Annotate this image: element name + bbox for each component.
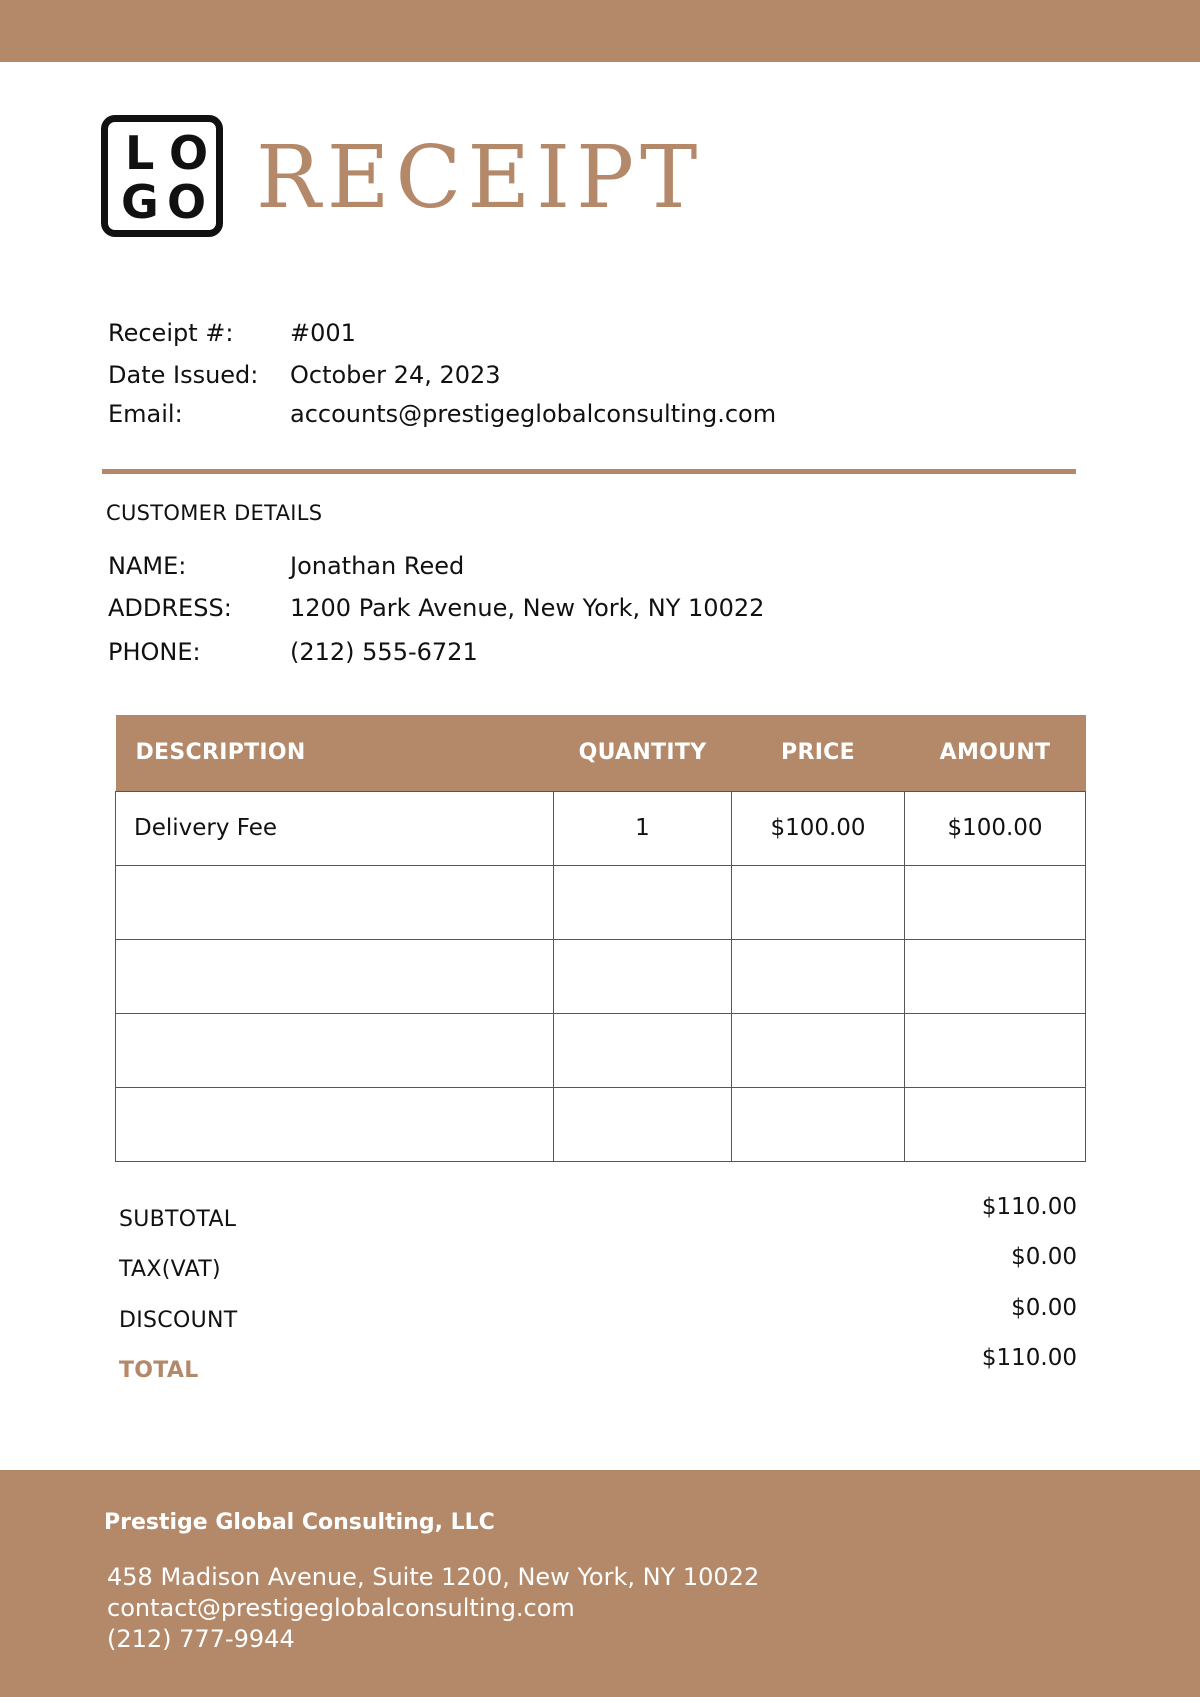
column-header-price: PRICE xyxy=(732,715,905,791)
footer xyxy=(0,1470,1200,1697)
customer-name: Jonathan Reed xyxy=(290,552,465,580)
discount-value: $0.00 xyxy=(1011,1295,1077,1321)
item-price xyxy=(732,1087,905,1161)
item-amount xyxy=(905,865,1086,939)
date-issued: October 24, 2023 xyxy=(290,361,501,389)
customer-address: 1200 Park Avenue, New York, NY 10022 xyxy=(290,594,765,622)
items-table xyxy=(115,715,1086,1162)
logo-letter: O xyxy=(167,175,207,229)
table-row xyxy=(116,865,1086,939)
customer-phone: (212) 555-6721 xyxy=(290,638,478,666)
column-header-quantity: QUANTITY xyxy=(554,715,732,791)
receipt-number-label: Receipt #: xyxy=(108,319,234,347)
footer-address: 458 Madison Avenue, Suite 1200, New York, NY 10022 xyxy=(107,1563,760,1591)
total-label: TOTAL xyxy=(119,1358,199,1383)
top-band xyxy=(0,0,1200,62)
table-row xyxy=(116,791,1086,865)
item-quantity xyxy=(554,865,732,939)
item-price: $100.00 xyxy=(732,791,905,865)
logo xyxy=(101,115,223,237)
footer-email: contact@prestigeglobalconsulting.com xyxy=(107,1594,575,1622)
item-amount: $100.00 xyxy=(905,791,1086,865)
total-value: $110.00 xyxy=(981,1345,1077,1371)
tax-value: $0.00 xyxy=(1011,1244,1077,1270)
table-header-row xyxy=(116,715,1086,791)
logo-letter: O xyxy=(169,126,209,180)
footer-company-name: Prestige Global Consulting, LLC xyxy=(104,1510,495,1535)
item-description xyxy=(116,865,554,939)
logo-letter: L xyxy=(125,126,155,180)
customer-phone-label: PHONE: xyxy=(108,638,201,666)
table-row xyxy=(116,1013,1086,1087)
item-amount xyxy=(905,939,1086,1013)
tax-label: TAX(VAT) xyxy=(119,1257,221,1282)
customer-name-label: NAME: xyxy=(108,552,187,580)
discount-label: DISCOUNT xyxy=(119,1308,238,1333)
item-description xyxy=(116,1087,554,1161)
item-quantity xyxy=(554,1013,732,1087)
email-value: accounts@prestigeglobalconsulting.com xyxy=(290,400,777,428)
table-row xyxy=(116,1087,1086,1161)
date-issued-label: Date Issued: xyxy=(108,361,259,389)
item-amount xyxy=(905,1087,1086,1161)
item-quantity xyxy=(554,1087,732,1161)
item-amount xyxy=(905,1013,1086,1087)
item-description xyxy=(116,1013,554,1087)
item-price xyxy=(732,1013,905,1087)
customer-address-label: ADDRESS: xyxy=(108,594,232,622)
customer-details-heading: CUSTOMER DETAILS xyxy=(106,501,323,525)
item-quantity xyxy=(554,939,732,1013)
footer-phone: (212) 777-9944 xyxy=(107,1625,295,1653)
table-row xyxy=(116,939,1086,1013)
receipt-number: #001 xyxy=(290,319,356,347)
column-header-description: DESCRIPTION xyxy=(116,715,554,791)
item-description xyxy=(116,939,554,1013)
column-header-amount: AMOUNT xyxy=(905,715,1086,791)
page-title: RECEIPT xyxy=(256,128,704,228)
section-divider xyxy=(102,469,1076,474)
subtotal-label: SUBTOTAL xyxy=(119,1207,237,1232)
item-description: Delivery Fee xyxy=(116,791,554,865)
item-quantity: 1 xyxy=(554,791,732,865)
email-label: Email: xyxy=(108,400,183,428)
logo-letter: G xyxy=(121,175,159,229)
subtotal-value: $110.00 xyxy=(981,1194,1077,1220)
item-price xyxy=(732,939,905,1013)
item-price xyxy=(732,865,905,939)
